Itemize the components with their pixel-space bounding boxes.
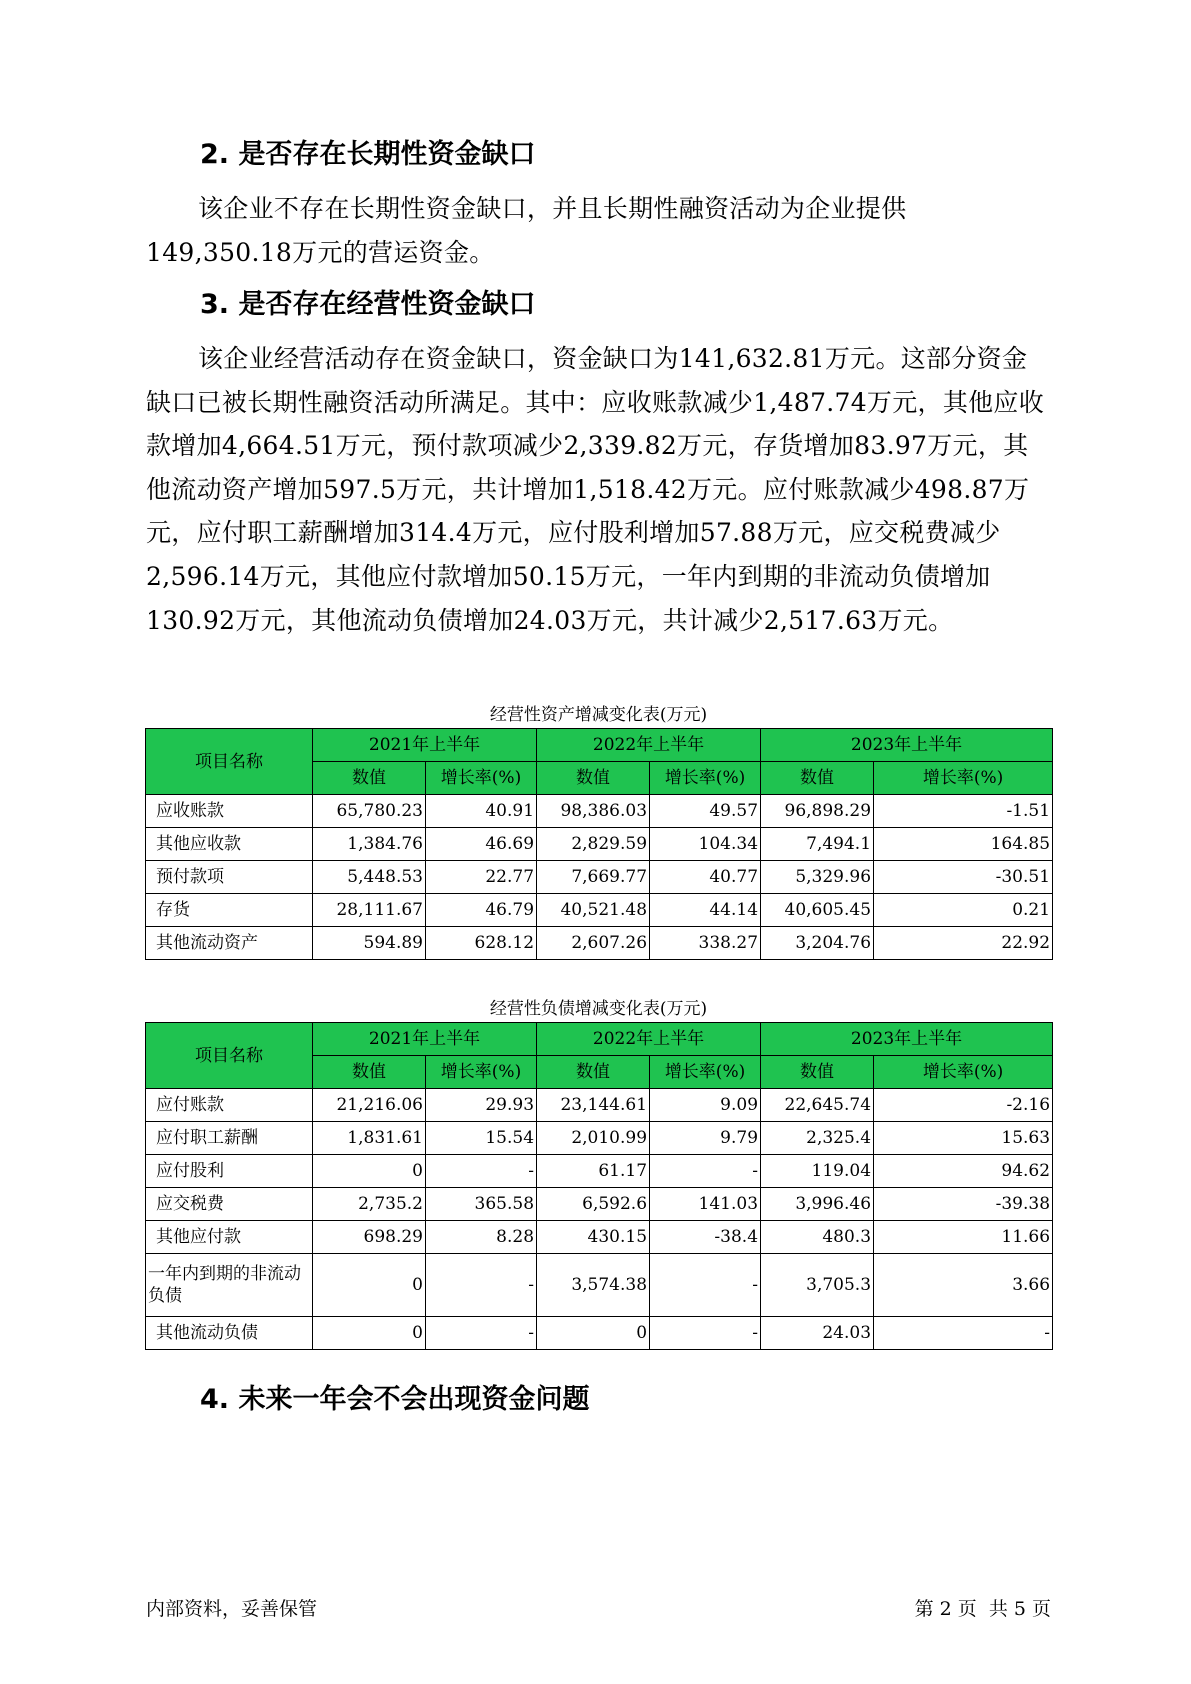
growth-rate-cell: - bbox=[650, 1317, 761, 1350]
row-item-name: 应交税费 bbox=[146, 1188, 313, 1221]
operating-assets-table bbox=[145, 728, 1053, 960]
growth-rate-cell: - bbox=[426, 1254, 537, 1317]
value-cell: 594.89 bbox=[313, 927, 426, 960]
growth-rate-cell: 9.79 bbox=[650, 1122, 761, 1155]
table-2-caption: 经营性负债增减变化表(万元) bbox=[489, 999, 708, 1019]
table-row bbox=[146, 861, 1053, 894]
growth-rate-cell: 141.03 bbox=[650, 1188, 761, 1221]
value-cell: 22,645.74 bbox=[761, 1089, 874, 1122]
section-2-paragraph: 该企业不存在长期性资金缺口，并且长期性融资活动为企业提供149,350.18万元的营运资金。 bbox=[146, 194, 907, 267]
table-row bbox=[146, 1188, 1053, 1221]
growth-rate-cell: 3.66 bbox=[874, 1254, 1053, 1317]
table-row bbox=[146, 894, 1053, 927]
value-header: 数值 bbox=[313, 1056, 426, 1089]
growth-rate-cell: - bbox=[426, 1155, 537, 1188]
growth-rate-cell: 94.62 bbox=[874, 1155, 1053, 1188]
value-cell: 1,384.76 bbox=[313, 828, 426, 861]
value-header: 数值 bbox=[313, 762, 426, 795]
table-row bbox=[146, 1155, 1053, 1188]
growth-rate-cell: 9.09 bbox=[650, 1089, 761, 1122]
value-cell: 119.04 bbox=[761, 1155, 874, 1188]
period-header: 2022年上半年 bbox=[537, 729, 761, 762]
period-header: 2023年上半年 bbox=[761, 729, 1053, 762]
value-header: 数值 bbox=[537, 762, 650, 795]
row-item-name: 预付款项 bbox=[146, 861, 313, 894]
value-cell: 430.15 bbox=[537, 1221, 650, 1254]
value-cell: 3,996.46 bbox=[761, 1188, 874, 1221]
value-cell: 40,605.45 bbox=[761, 894, 874, 927]
value-cell: 23,144.61 bbox=[537, 1089, 650, 1122]
period-header: 2021年上半年 bbox=[313, 1023, 537, 1056]
value-cell: 0 bbox=[537, 1317, 650, 1350]
value-cell: 2,010.99 bbox=[537, 1122, 650, 1155]
value-cell: 5,448.53 bbox=[313, 861, 426, 894]
value-cell: 3,705.3 bbox=[761, 1254, 874, 1317]
growth-rate-header: 增长率(%) bbox=[426, 1056, 537, 1089]
growth-rate-header: 增长率(%) bbox=[874, 1056, 1053, 1089]
growth-rate-cell: - bbox=[874, 1317, 1053, 1350]
item-name-header: 项目名称 bbox=[146, 729, 313, 795]
value-cell: 1,831.61 bbox=[313, 1122, 426, 1155]
value-cell: 2,325.4 bbox=[761, 1122, 874, 1155]
growth-rate-header: 增长率(%) bbox=[650, 1056, 761, 1089]
value-cell: 0 bbox=[313, 1155, 426, 1188]
growth-rate-cell: - bbox=[426, 1317, 537, 1350]
value-cell: 98,386.03 bbox=[537, 795, 650, 828]
value-cell: 0 bbox=[313, 1254, 426, 1317]
row-item-name: 应付职工薪酬 bbox=[146, 1122, 313, 1155]
value-header: 数值 bbox=[761, 762, 874, 795]
row-item-name: 其他流动资产 bbox=[146, 927, 313, 960]
growth-rate-header: 增长率(%) bbox=[650, 762, 761, 795]
growth-rate-header: 增长率(%) bbox=[426, 762, 537, 795]
value-header: 数值 bbox=[537, 1056, 650, 1089]
growth-rate-cell: -2.16 bbox=[874, 1089, 1053, 1122]
value-cell: 40,521.48 bbox=[537, 894, 650, 927]
table-row bbox=[146, 795, 1053, 828]
period-header: 2021年上半年 bbox=[313, 729, 537, 762]
value-cell: 480.3 bbox=[761, 1221, 874, 1254]
growth-rate-cell: -39.38 bbox=[874, 1188, 1053, 1221]
growth-rate-cell: 40.91 bbox=[426, 795, 537, 828]
growth-rate-cell: 46.69 bbox=[426, 828, 537, 861]
value-cell: 2,735.2 bbox=[313, 1188, 426, 1221]
table-row bbox=[146, 1317, 1053, 1350]
table-1-caption: 经营性资产增减变化表(万元) bbox=[489, 705, 708, 725]
value-cell: 698.29 bbox=[313, 1221, 426, 1254]
table-row bbox=[146, 1122, 1053, 1155]
growth-rate-cell: 11.66 bbox=[874, 1221, 1053, 1254]
growth-rate-cell: -30.51 bbox=[874, 861, 1053, 894]
section-2-heading: 2. 是否存在长期性资金缺口 bbox=[200, 139, 536, 170]
value-cell: 2,829.59 bbox=[537, 828, 650, 861]
growth-rate-cell: 44.14 bbox=[650, 894, 761, 927]
operating-liabilities-table bbox=[145, 1022, 1053, 1350]
growth-rate-cell: 15.54 bbox=[426, 1122, 537, 1155]
growth-rate-cell: 8.28 bbox=[426, 1221, 537, 1254]
row-item-name: 一年内到期的非流动负债 bbox=[146, 1254, 313, 1317]
row-item-name: 其他流动负债 bbox=[146, 1317, 313, 1350]
table-row bbox=[146, 1254, 1053, 1317]
value-cell: 28,111.67 bbox=[313, 894, 426, 927]
growth-rate-cell: 15.63 bbox=[874, 1122, 1053, 1155]
value-cell: 61.17 bbox=[537, 1155, 650, 1188]
table-row bbox=[146, 828, 1053, 861]
row-item-name: 存货 bbox=[146, 894, 313, 927]
value-cell: 21,216.06 bbox=[313, 1089, 426, 1122]
value-cell: 3,574.38 bbox=[537, 1254, 650, 1317]
table-row bbox=[146, 1221, 1053, 1254]
growth-rate-cell: 46.79 bbox=[426, 894, 537, 927]
footer-page-number: 第 2 页 共 5 页 bbox=[914, 1598, 1051, 1620]
growth-rate-cell: 338.27 bbox=[650, 927, 761, 960]
value-cell: 7,669.77 bbox=[537, 861, 650, 894]
growth-rate-cell: 164.85 bbox=[874, 828, 1053, 861]
value-cell: 96,898.29 bbox=[761, 795, 874, 828]
row-item-name: 其他应收款 bbox=[146, 828, 313, 861]
value-cell: 2,607.26 bbox=[537, 927, 650, 960]
value-cell: 65,780.23 bbox=[313, 795, 426, 828]
row-item-name: 应收账款 bbox=[146, 795, 313, 828]
value-cell: 6,592.6 bbox=[537, 1188, 650, 1221]
item-name-header: 项目名称 bbox=[146, 1023, 313, 1089]
value-cell: 24.03 bbox=[761, 1317, 874, 1350]
growth-rate-cell: 40.77 bbox=[650, 861, 761, 894]
value-header: 数值 bbox=[761, 1056, 874, 1089]
growth-rate-cell: 49.57 bbox=[650, 795, 761, 828]
footer-confidential-note: 内部资料，妥善保管 bbox=[146, 1598, 318, 1620]
table-row bbox=[146, 927, 1053, 960]
growth-rate-cell: 365.58 bbox=[426, 1188, 537, 1221]
growth-rate-cell: 29.93 bbox=[426, 1089, 537, 1122]
growth-rate-cell: 22.77 bbox=[426, 861, 537, 894]
section-3-paragraph: 该企业经营活动存在资金缺口，资金缺口为141,632.81万元。这部分资金缺口已被长期性融资活动所满足。其中：应收账款减少1,487.74万元，其他应收款增加4,664.51万元，预付款项减少2,339.82万元，存货增加83.97万元，其他流动资产增加597.5万元，共计增加1,518.42万元。应付账款减少498.87万元，应付职工薪酬增加314.4万元，应付股利增加57.88万元，应交税费减少2,596.14万元，其他应付款增加50.15万元，一年内到期的非流动负债增加130.92万元，其他流动负债增加24.03万元，共计减少2,517.63万元。 bbox=[146, 344, 1045, 635]
section-4-heading: 4. 未来一年会不会出现资金问题 bbox=[200, 1384, 590, 1415]
value-cell: 0 bbox=[313, 1317, 426, 1350]
growth-rate-cell: - bbox=[650, 1254, 761, 1317]
growth-rate-header: 增长率(%) bbox=[874, 762, 1053, 795]
growth-rate-cell: - bbox=[650, 1155, 761, 1188]
growth-rate-cell: -38.4 bbox=[650, 1221, 761, 1254]
row-item-name: 其他应付款 bbox=[146, 1221, 313, 1254]
table-row bbox=[146, 1089, 1053, 1122]
value-cell: 3,204.76 bbox=[761, 927, 874, 960]
value-cell: 5,329.96 bbox=[761, 861, 874, 894]
row-item-name: 应付账款 bbox=[146, 1089, 313, 1122]
period-header: 2023年上半年 bbox=[761, 1023, 1053, 1056]
growth-rate-cell: 22.92 bbox=[874, 927, 1053, 960]
growth-rate-cell: 104.34 bbox=[650, 828, 761, 861]
growth-rate-cell: 628.12 bbox=[426, 927, 537, 960]
row-item-name: 应付股利 bbox=[146, 1155, 313, 1188]
growth-rate-cell: -1.51 bbox=[874, 795, 1053, 828]
section-3-heading: 3. 是否存在经营性资金缺口 bbox=[200, 289, 536, 320]
period-header: 2022年上半年 bbox=[537, 1023, 761, 1056]
value-cell: 7,494.1 bbox=[761, 828, 874, 861]
growth-rate-cell: 0.21 bbox=[874, 894, 1053, 927]
